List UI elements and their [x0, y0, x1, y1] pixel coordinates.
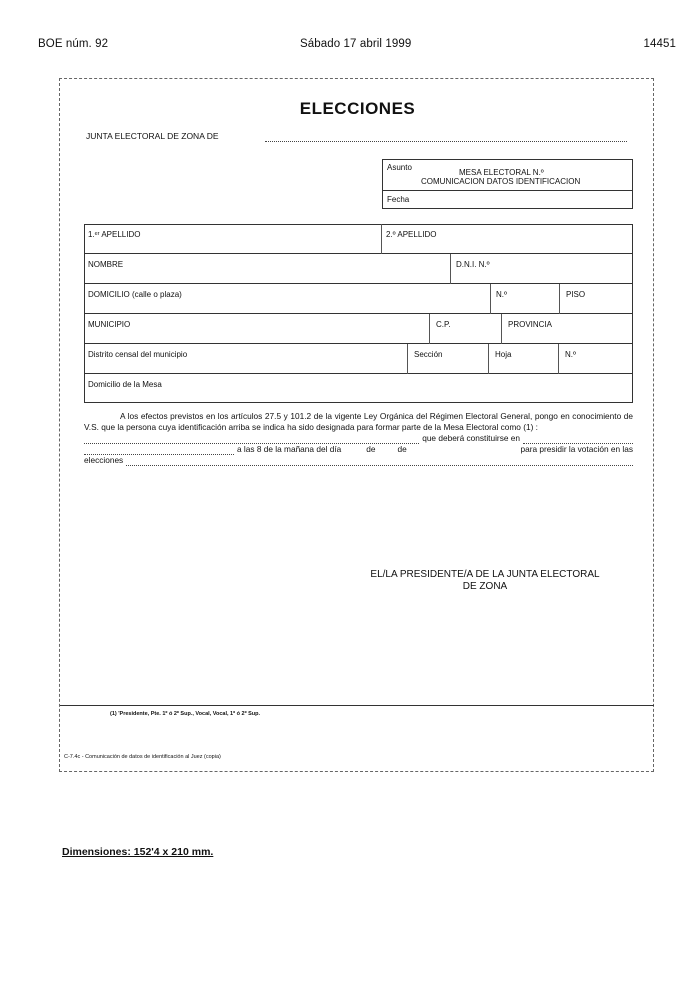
divider	[490, 284, 491, 314]
hoja-label: Hoja	[495, 350, 512, 359]
row-nombre	[84, 254, 633, 284]
signature-block	[340, 569, 630, 593]
divider	[381, 224, 382, 254]
row-distrito	[84, 344, 633, 374]
de-text-1: de	[366, 444, 376, 454]
fecha-label: Fecha	[387, 195, 410, 204]
cp-label: C.P.	[436, 320, 451, 329]
manana-text: a las 8 de la mañana del día	[237, 444, 342, 454]
dni-label: D.N.I. N.º	[456, 260, 490, 269]
dotted-blank	[84, 436, 419, 444]
municipio-label: MUNICIPIO	[88, 320, 131, 329]
divider	[429, 314, 430, 344]
row-apellidos	[84, 224, 633, 254]
elecciones-text: elecciones	[84, 455, 124, 465]
n-label: N.º	[565, 350, 576, 359]
asunto-label: Asunto	[387, 163, 412, 172]
dotted-blank	[523, 436, 633, 444]
paragraph-line3	[84, 444, 633, 455]
paragraph-line2	[84, 433, 633, 444]
seccion-label: Sección	[414, 350, 443, 359]
row-municipio	[84, 314, 633, 344]
form-code: C-7.4c - Comunicación de datos de identificación al Juez (copia)	[64, 754, 221, 760]
signature-line-2: DE ZONA	[462, 581, 508, 592]
dimensions-caption: Dimensiones: 152'4 x 210 mm.	[62, 846, 214, 858]
footnote-rule	[60, 705, 654, 706]
numero-label: N.º	[496, 290, 507, 299]
junta-dotted-line	[265, 134, 627, 142]
signature-line-1: EL/LA PRESIDENTE/A DE LA JUNTA ELECTORAL	[370, 569, 600, 580]
dotted-blank	[126, 458, 633, 466]
de-text-2: de	[397, 444, 407, 454]
footnote: (1) 'Presidente, Pte. 1º ó 2º Sup., Vocal, Vocal, 1º ó 2º Sup.	[110, 711, 261, 717]
distrito-label: Distrito censal del municipio	[88, 350, 188, 359]
presidir-text: para presidir la votación en las	[520, 444, 633, 454]
asunto-box	[382, 159, 633, 209]
divider	[559, 284, 560, 314]
divider	[501, 314, 502, 344]
divider	[558, 344, 559, 374]
piso-label: PISO	[566, 290, 586, 299]
apellido2-label: 2.º APELLIDO	[386, 230, 437, 239]
divider	[488, 344, 489, 374]
paragraph-line4	[84, 455, 633, 466]
dotted-blank	[84, 447, 234, 455]
nombre-label: NOMBRE	[88, 260, 124, 269]
mesa-electoral-label: MESA ELECTORAL N.º	[459, 168, 544, 177]
apellido1-label: 1.ᵉʳ APELLIDO	[88, 230, 141, 239]
header-page-number: 14451	[643, 38, 676, 50]
provincia-label: PROVINCIA	[508, 320, 553, 329]
junta-label: JUNTA ELECTORAL DE ZONA DE	[86, 131, 219, 141]
domicilio-mesa-label: Domicilio de la Mesa	[88, 380, 162, 389]
header-issue: BOE núm. 92	[38, 38, 109, 50]
asunto-divider	[383, 190, 632, 191]
row-domicilio-mesa	[84, 374, 633, 403]
header-date: Sábado 17 abril 1999	[300, 38, 412, 50]
paragraph-intro: A los efectos previstos en los artículos 27.5 y 101.2 de la vigente Ley Orgánica del Régimen Electoral General, pongo en conocimiento de V.S. que la persona cuya identificación arriba se indica ha sido designada para formar parte de la Mesa Electoral como (1) :	[84, 411, 633, 432]
row-domicilio	[84, 284, 633, 314]
comunicacion-label: COMUNICACION DATOS IDENTIFICACION	[421, 177, 581, 186]
divider	[407, 344, 408, 374]
notification-paragraph	[84, 411, 633, 466]
election-form	[59, 78, 654, 772]
form-title: ELECCIONES	[299, 99, 416, 118]
constituirse-text: que deberá constituirse en	[422, 433, 520, 443]
domicilio-label: DOMICILIO (calle o plaza)	[88, 290, 182, 299]
divider	[450, 254, 451, 284]
